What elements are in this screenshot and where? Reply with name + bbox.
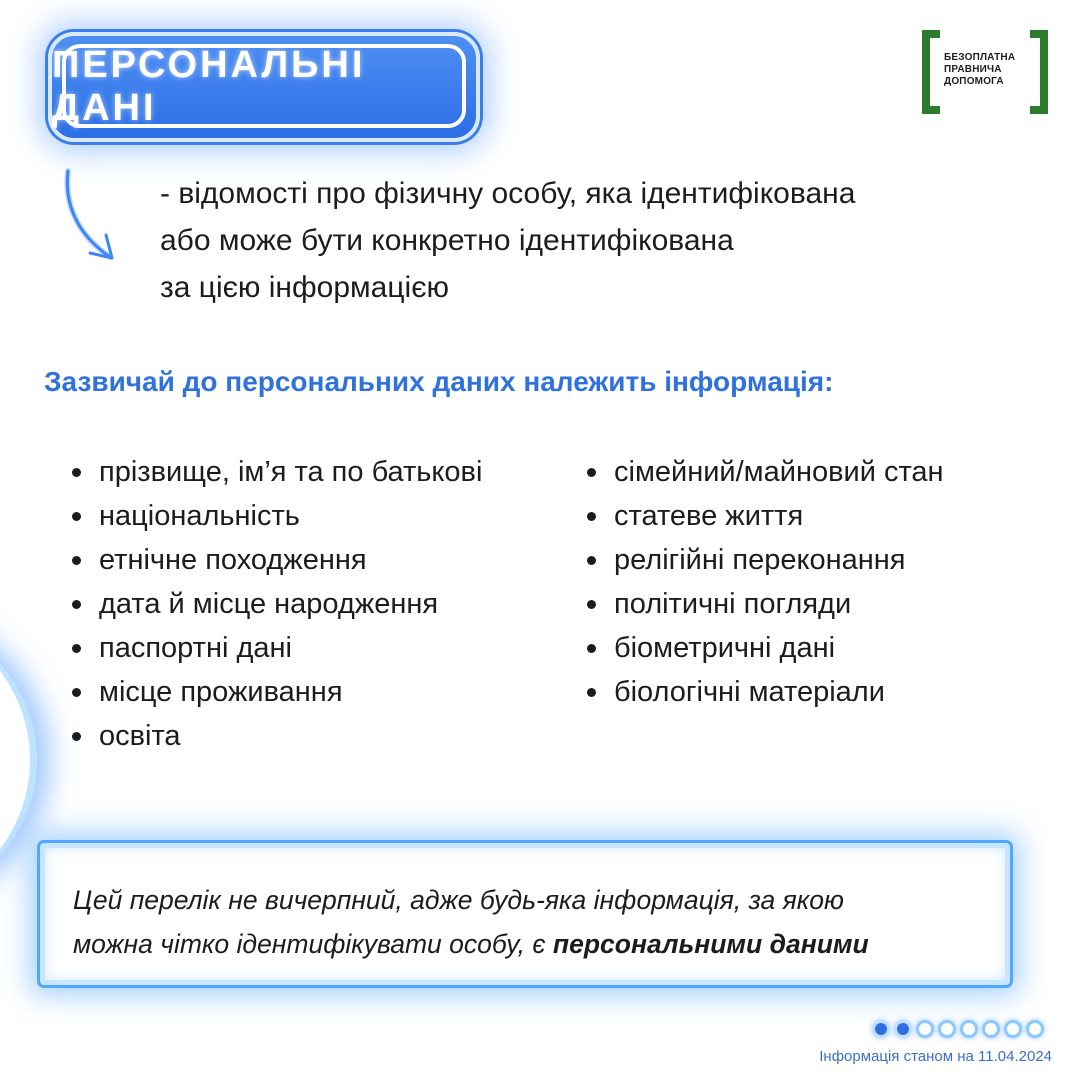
list-item-text: етнічне походження (99, 544, 367, 576)
bullet-icon (72, 644, 81, 653)
personal-data-list-left (70, 450, 482, 758)
logo-line: ДОПОМОГА (944, 76, 1004, 87)
list-item-text: сімейний/майновий стан (614, 456, 944, 488)
list-item (585, 538, 944, 582)
page-dot (960, 1020, 978, 1038)
page-dot (982, 1020, 1000, 1038)
list-item (70, 714, 482, 758)
list-item-text: релігійні переконання (614, 544, 906, 576)
list-item (585, 582, 944, 626)
list-item (70, 538, 482, 582)
list-item-text: біологічні матеріали (614, 676, 885, 708)
page-dot (894, 1020, 912, 1038)
logo-line: ПРАВНИЧА (944, 64, 1002, 75)
definition-text (160, 170, 1040, 311)
list-item (585, 626, 944, 670)
bullet-icon (72, 688, 81, 697)
list-item (70, 670, 482, 714)
note-emphasis: персональними даними (552, 929, 869, 959)
list-item (585, 494, 944, 538)
list-item-text: статеве життя (614, 500, 804, 532)
list-item-text: національність (99, 500, 300, 532)
list-item-text: місце проживання (99, 676, 343, 708)
list-item (70, 626, 482, 670)
bullet-icon (587, 556, 596, 565)
note-line (73, 922, 979, 966)
page-title: ПЕРСОНАЛЬНІ ДАНІ (52, 44, 366, 129)
page-dot (1004, 1020, 1022, 1038)
note-box (40, 843, 1010, 985)
list-item (70, 450, 482, 494)
bullet-icon (72, 468, 81, 477)
bullet-icon (587, 468, 596, 477)
logo-line: БЕЗОПЛАТНА (944, 52, 1016, 63)
page-dot (1026, 1020, 1044, 1038)
list-item (70, 494, 482, 538)
list-item-text: політичні погляди (614, 588, 852, 620)
logo-right-bracket (1030, 30, 1048, 114)
list-item (70, 582, 482, 626)
page-dot (872, 1020, 890, 1038)
footer-date: Інформація станом на 11.04.2024 (819, 1048, 1052, 1065)
bullet-icon (72, 600, 81, 609)
pagination-dots (872, 1020, 1048, 1044)
bullet-icon (72, 512, 81, 521)
bullet-icon (587, 600, 596, 609)
bullet-icon (587, 644, 596, 653)
page-dot (938, 1020, 956, 1038)
legal-aid-logo (922, 30, 1048, 114)
bullet-icon (587, 688, 596, 697)
title-banner (48, 32, 480, 142)
bullet-icon (72, 556, 81, 565)
definition-line: за цією інформацією (160, 271, 450, 304)
list-item-text: прізвище, ім’я та по батькові (99, 456, 483, 488)
curved-arrow-icon (60, 165, 130, 270)
definition-line: - відомості про фізичну особу, яка ідентифікована (160, 177, 856, 210)
list-item-text: освіта (99, 720, 181, 752)
decorative-glow-arc (0, 600, 37, 920)
personal-data-list-right (585, 450, 944, 714)
list-item-text: дата й місце народження (99, 588, 439, 620)
logo-text (944, 52, 1028, 88)
page-dot (916, 1020, 934, 1038)
bullet-icon (72, 732, 81, 741)
bullet-icon (587, 512, 596, 521)
list-item-text: паспортні дані (99, 632, 292, 664)
note-line: Цей перелік не вичерпний, адже будь-яка інформація, за якою (73, 885, 844, 915)
logo-left-bracket (922, 30, 940, 114)
list-item-text: біометричні дані (614, 632, 836, 664)
list-item (585, 670, 944, 714)
definition-line: або може бути конкретно ідентифікована (160, 224, 734, 257)
list-heading: Зазвичай до персональних даних належить інформація: (44, 366, 834, 397)
note-text: можна чітко ідентифікувати особу, є (73, 929, 553, 959)
list-item (585, 450, 944, 494)
